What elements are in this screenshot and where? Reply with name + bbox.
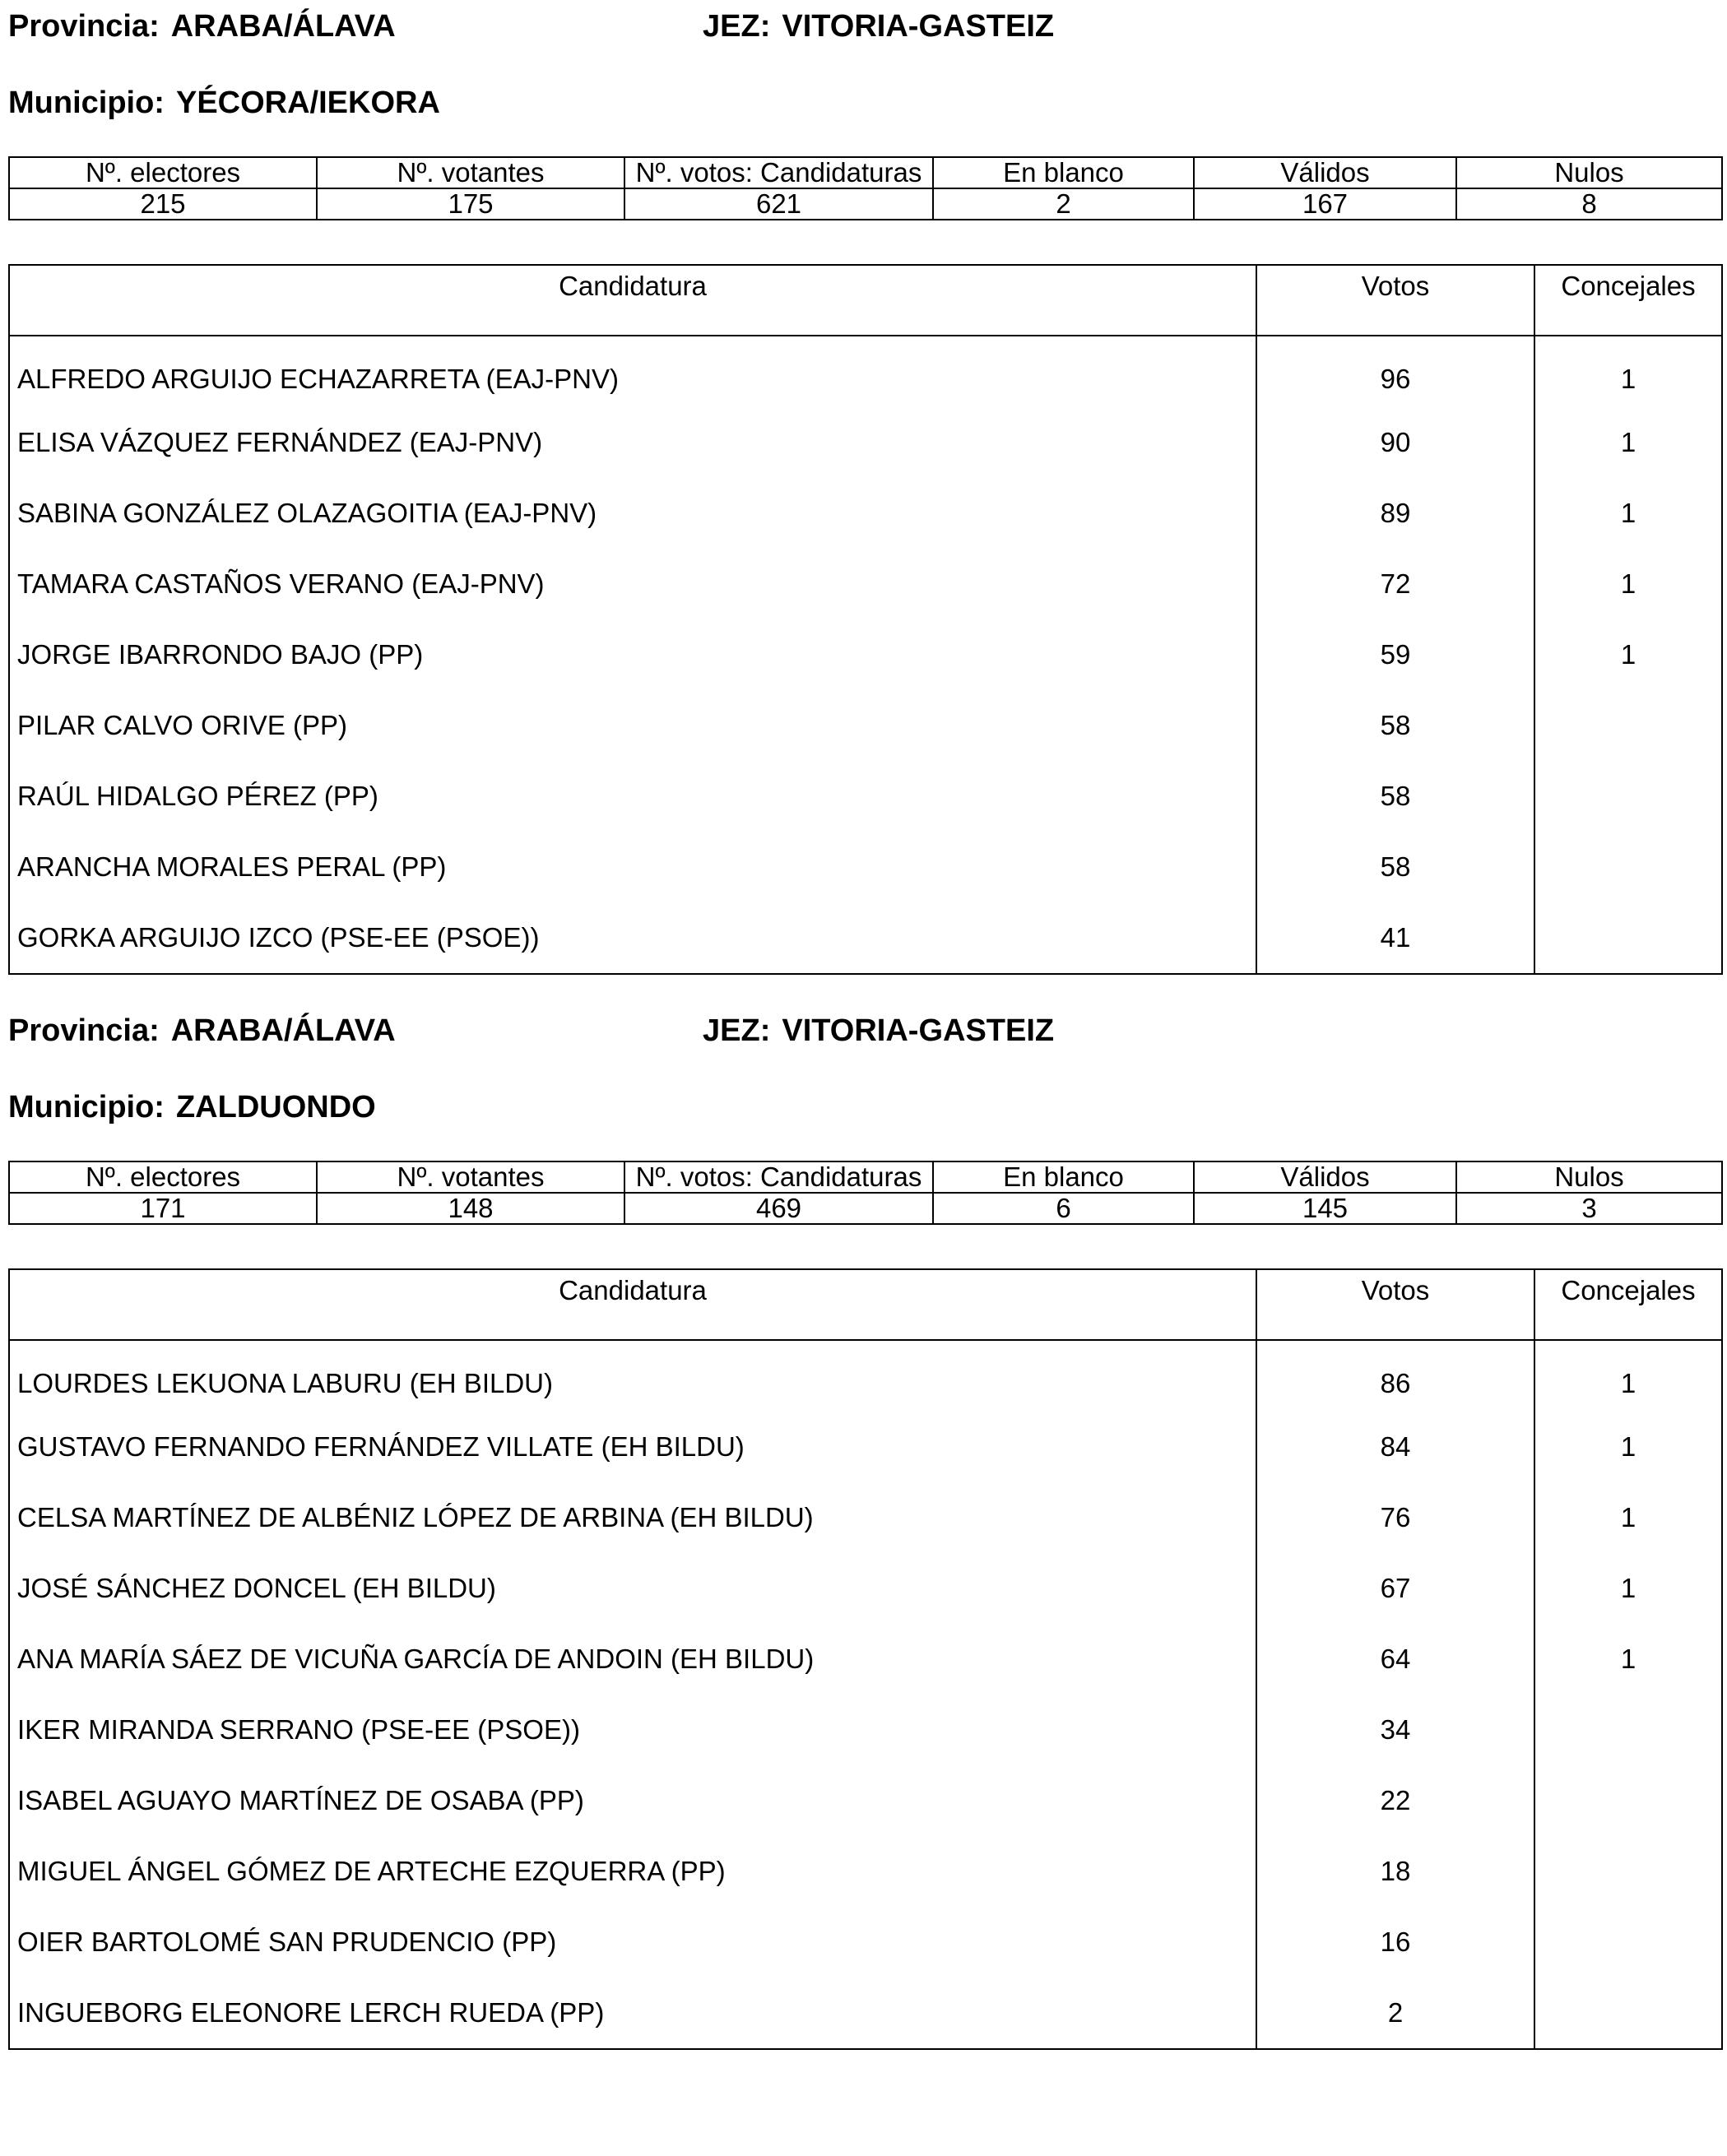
candidate-seats [1534,1765,1722,1836]
summary-header-cell: Válidos [1194,1161,1456,1193]
provincia-label: Provincia: [8,1013,160,1048]
candidate-seats [1534,1907,1722,1977]
summary-header-cell: Nulos [1456,1161,1722,1193]
candidate-row [9,549,1722,619]
candidate-name: MIGUEL ÁNGEL GÓMEZ DE ARTECHE EZQUERRA (PP) [9,1836,1256,1907]
candidate-name: ELISA VÁZQUEZ FERNÁNDEZ (EAJ-PNV) [9,407,1256,478]
candidates-header-row [9,265,1722,336]
jez-heading [703,1013,1054,1049]
candidate-seats: 1 [1534,1624,1722,1695]
candidate-votes: 22 [1256,1765,1534,1836]
summary-header-cell: Nº. electores [9,1161,317,1193]
candidate-seats: 1 [1534,1412,1722,1482]
candidate-row [9,1624,1722,1695]
candidate-seats: 1 [1534,1482,1722,1553]
summary-header-cell: Nulos [1456,157,1722,188]
candidate-seats [1534,832,1722,902]
summary-value-cell: 167 [1194,188,1456,220]
municipio-value: YÉCORA/IEKORA [175,86,440,120]
candidate-name: ALFREDO ARGUIJO ECHAZARRETA (EAJ-PNV) [9,336,1256,407]
candidatura-header: Candidatura [9,1269,1256,1340]
candidate-votes: 86 [1256,1340,1534,1412]
candidate-seats [1534,1977,1722,2049]
municipio-heading [8,1089,376,1125]
concejales-header: Concejales [1534,265,1722,336]
candidate-seats: 1 [1534,1553,1722,1624]
candidate-row [9,1907,1722,1977]
candidate-name: PILAR CALVO ORIVE (PP) [9,690,1256,761]
municipio-label: Municipio: [8,86,165,120]
summary-header-cell: En blanco [933,1161,1194,1193]
concejales-header: Concejales [1534,1269,1722,1340]
votos-header: Votos [1256,265,1534,336]
candidate-row [9,336,1722,407]
summary-value-cell: 469 [624,1193,933,1224]
candidate-votes: 89 [1256,478,1534,549]
jez-label: JEZ: [703,9,771,44]
candidate-votes: 67 [1256,1553,1534,1624]
candidate-name: LOURDES LEKUONA LABURU (EH BILDU) [9,1340,1256,1412]
candidate-name: JORGE IBARRONDO BAJO (PP) [9,619,1256,690]
candidate-row [9,761,1722,832]
candidate-seats: 1 [1534,1340,1722,1412]
candidate-name: JOSÉ SÁNCHEZ DONCEL (EH BILDU) [9,1553,1256,1624]
summary-table [8,1161,1723,1225]
candidate-name: RAÚL HIDALGO PÉREZ (PP) [9,761,1256,832]
votos-header: Votos [1256,1269,1534,1340]
summary-header-row [9,157,1722,188]
candidate-row [9,1412,1722,1482]
candidate-name: GUSTAVO FERNANDO FERNÁNDEZ VILLATE (EH BILDU) [9,1412,1256,1482]
summary-value-cell: 145 [1194,1193,1456,1224]
candidate-name: OIER BARTOLOMÉ SAN PRUDENCIO (PP) [9,1907,1256,1977]
summary-value-cell: 8 [1456,188,1722,220]
candidate-votes: 58 [1256,761,1534,832]
jez-value: VITORIA-GASTEIZ [782,9,1055,44]
candidate-name: INGUEBORG ELEONORE LERCH RUEDA (PP) [9,1977,1256,2049]
candidate-votes: 41 [1256,902,1534,974]
candidates-header-row [9,1269,1722,1340]
summary-table [8,156,1723,220]
candidate-seats [1534,1836,1722,1907]
summary-value-row [9,1193,1722,1224]
summary-value-cell: 621 [624,188,933,220]
candidate-seats: 1 [1534,407,1722,478]
candidate-seats: 1 [1534,478,1722,549]
candidate-row [9,1765,1722,1836]
municipio-heading [8,85,440,121]
candidate-row [9,478,1722,549]
summary-value-cell: 175 [317,188,624,220]
candidate-row [9,1482,1722,1553]
candidate-votes: 72 [1256,549,1534,619]
candidate-row [9,1695,1722,1765]
summary-header-cell: Nº. votos: Candidaturas [624,157,933,188]
candidate-votes: 64 [1256,1624,1534,1695]
candidate-row [9,690,1722,761]
candidate-seats [1534,1695,1722,1765]
summary-header-cell: Nº. electores [9,157,317,188]
candidate-seats: 1 [1534,549,1722,619]
candidate-name: ISABEL AGUAYO MARTÍNEZ DE OSABA (PP) [9,1765,1256,1836]
candidate-votes: 59 [1256,619,1534,690]
candidate-name: CELSA MARTÍNEZ DE ALBÉNIZ LÓPEZ DE ARBINA (EH BILDU) [9,1482,1256,1553]
candidate-row [9,1553,1722,1624]
summary-value-cell: 215 [9,188,317,220]
jez-heading [703,8,1054,44]
candidate-name: ARANCHA MORALES PERAL (PP) [9,832,1256,902]
summary-header-cell: Válidos [1194,157,1456,188]
candidate-name: TAMARA CASTAÑOS VERANO (EAJ-PNV) [9,549,1256,619]
candidates-table [8,1268,1723,2050]
summary-header-cell: Nº. votantes [317,157,624,188]
candidate-name: GORKA ARGUIJO IZCO (PSE-EE (PSOE)) [9,902,1256,974]
candidate-votes: 2 [1256,1977,1534,2049]
candidate-row [9,1340,1722,1412]
candidate-votes: 16 [1256,1907,1534,1977]
candidate-seats [1534,761,1722,832]
candidate-votes: 18 [1256,1836,1534,1907]
candidate-name: IKER MIRANDA SERRANO (PSE-EE (PSOE)) [9,1695,1256,1765]
candidate-row [9,1977,1722,2049]
jez-value: VITORIA-GASTEIZ [782,1013,1055,1048]
candidate-seats [1534,902,1722,974]
candidate-votes: 84 [1256,1412,1534,1482]
candidate-seats: 1 [1534,619,1722,690]
candidate-name: ANA MARÍA SÁEZ DE VICUÑA GARCÍA DE ANDOIN (EH BILDU) [9,1624,1256,1695]
summary-value-cell: 171 [9,1193,317,1224]
provincia-value: ARABA/ÁLAVA [170,9,396,44]
summary-header-row [9,1161,1722,1193]
candidatura-header: Candidatura [9,265,1256,336]
candidate-seats: 1 [1534,336,1722,407]
municipio-value: ZALDUONDO [175,1090,376,1124]
candidate-row [9,902,1722,974]
candidate-seats [1534,690,1722,761]
candidate-votes: 90 [1256,407,1534,478]
provincia-heading [8,8,396,44]
summary-value-cell: 148 [317,1193,624,1224]
candidate-votes: 76 [1256,1482,1534,1553]
candidates-table [8,264,1723,975]
provincia-heading [8,1013,396,1049]
provincia-value: ARABA/ÁLAVA [170,1013,396,1048]
candidate-row [9,407,1722,478]
summary-value-row [9,188,1722,220]
summary-value-cell: 3 [1456,1193,1722,1224]
candidate-votes: 58 [1256,832,1534,902]
summary-value-cell: 2 [933,188,1194,220]
summary-header-cell: Nº. votos: Candidaturas [624,1161,933,1193]
summary-header-cell: En blanco [933,157,1194,188]
candidate-row [9,619,1722,690]
municipio-label: Municipio: [8,1090,165,1124]
summary-header-cell: Nº. votantes [317,1161,624,1193]
candidate-row [9,1836,1722,1907]
summary-value-cell: 6 [933,1193,1194,1224]
provincia-label: Provincia: [8,9,160,44]
candidate-votes: 58 [1256,690,1534,761]
candidate-row [9,832,1722,902]
jez-label: JEZ: [703,1013,771,1048]
candidate-votes: 34 [1256,1695,1534,1765]
candidate-name: SABINA GONZÁLEZ OLAZAGOITIA (EAJ-PNV) [9,478,1256,549]
candidate-votes: 96 [1256,336,1534,407]
